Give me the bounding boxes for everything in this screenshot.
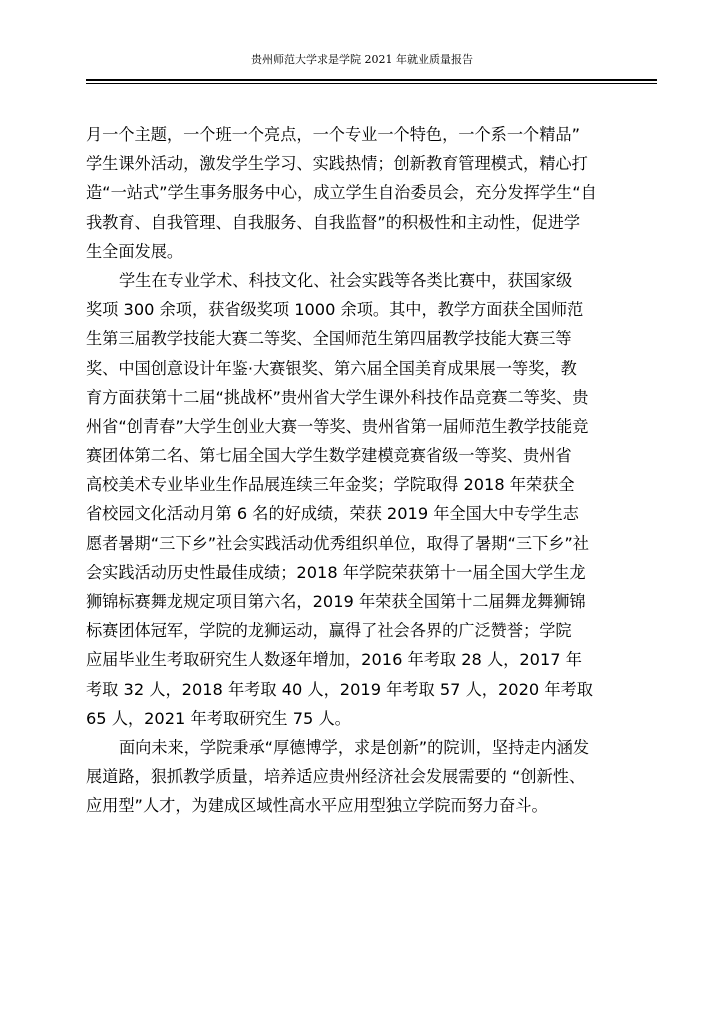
text-line: 赛团体第二名、第七届全国大学生数学建模竞赛省级一等奖、贵州省: [86, 446, 572, 466]
text-line: 应届毕业生考取研究生人数逐年增加，2016 年考取 28 人，2017 年: [86, 650, 582, 670]
paragraph-start-line: 学生在专业学术、科技文化、社会实践等各类比赛中，获国家级: [119, 270, 573, 290]
text-line: 考取 32 人，2018 年考取 40 人，2019 年考取 57 人，2020 年考取: [86, 679, 593, 699]
text-line: 标赛团体冠军，学院的龙狮运动，赢得了社会各界的广泛赞誉；学院: [86, 621, 572, 641]
text-line: 州省“创青春”大学生创业大赛一等奖、贵州省第一届师范生教学技能竞: [86, 416, 589, 436]
paragraph-start-line: 面向未来，学院秉承“厚德博学，求是创新”的院训，坚持走内涵发: [119, 737, 590, 757]
text-line: 高校美术专业毕业生作品展连续三年金奖；学院取得 2018 年荣获全: [86, 475, 575, 495]
header-rule-thin: [86, 83, 657, 84]
text-line: 展道路，狠抓教学质量，培养适应贵州经济社会发展需要的 “创新性、: [86, 767, 586, 787]
text-line: 狮锦标赛舞龙规定项目第六名，2019 年荣获全国第十二届舞龙舞狮锦: [86, 592, 586, 611]
text-line: 愿者暑期“三下乡”社会实践活动优秀组织单位，取得了暑期“三下乡”社: [86, 533, 589, 553]
text-line: 省校园文化活动月第 6 名的好成绩，荣获 2019 年全国大中专学生志: [86, 504, 579, 524]
text-line: 我教育、自我管理、自我服务、自我监督”的积极性和主动性，促进学: [86, 212, 581, 232]
running-header: 贵州师范大学求是学院 2021 年就业质量报告: [251, 53, 473, 66]
text-line: 生全面发展。: [86, 241, 184, 261]
text-line: 育方面获第十二届“挑战杯”贵州省大学生课外科技作品竞赛二等奖、贵: [86, 387, 589, 407]
body-text: [86, 120, 662, 821]
text-line: 会实践活动历史性最佳成绩；2018 年学院荣获第十一届全国大学生龙: [86, 562, 586, 582]
text-line: 奖、中国创意设计年鉴·大赛银奖、第六届全国美育成果展一等奖，教: [86, 358, 577, 378]
header-rule: [86, 79, 657, 81]
text-line: 生第三届教学技能大赛二等奖、全国师范生第四届教学技能大赛三等: [86, 329, 572, 349]
text-line: 65 人，2021 年考取研究生 75 人。: [86, 708, 351, 728]
text-line: 造“一站式”学生事务服务中心，成立学生自治委员会，充分发挥学生“自: [86, 183, 597, 203]
text-line: 应用型”人才，为建成区域性高水平应用型独立学院而努力奋斗。: [86, 796, 548, 816]
text-line: 月一个主题，一个班一个亮点，一个专业一个特色，一个系一个精品”: [86, 125, 581, 144]
text-line: 奖项 300 余项，获省级奖项 1000 余项。其中，教学方面获全国师范: [86, 300, 584, 320]
text-line: 学生课外活动，激发学生学习、实践热情；创新教育管理模式，精心打: [86, 154, 588, 174]
